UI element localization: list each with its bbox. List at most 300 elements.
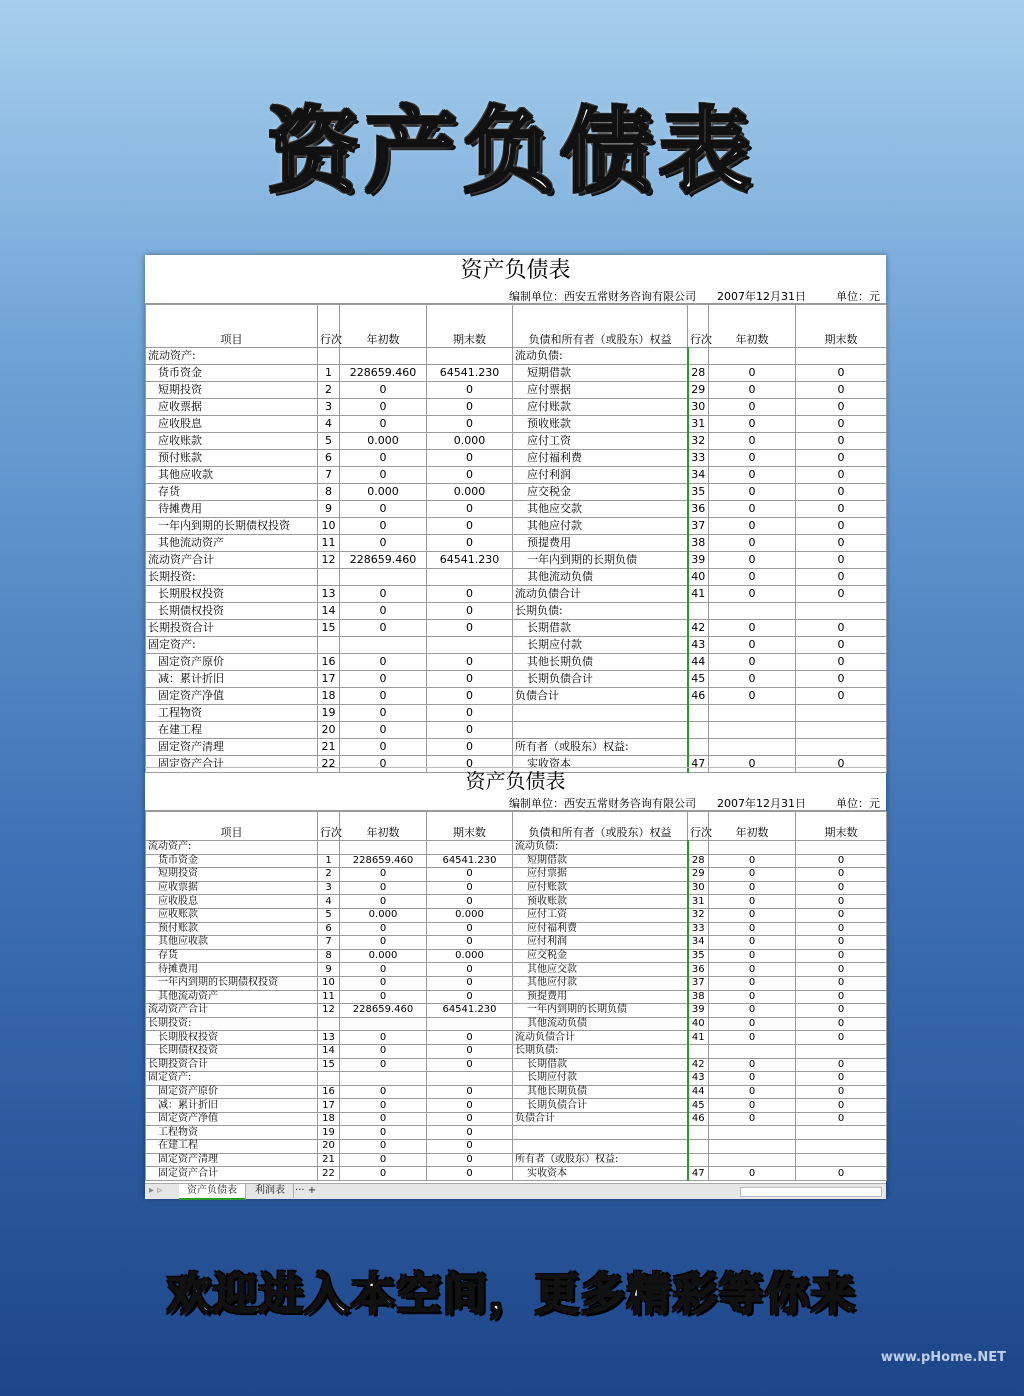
table-cell[interactable]: 0 bbox=[340, 586, 427, 603]
table-cell[interactable] bbox=[709, 739, 796, 756]
col-header-line2[interactable]: 行次 bbox=[688, 812, 709, 841]
table-cell[interactable]: 0 bbox=[427, 518, 513, 535]
table-cell[interactable]: 长期债权投资 bbox=[146, 1044, 318, 1058]
table-cell[interactable]: 32 bbox=[688, 433, 709, 450]
table-cell[interactable]: 40 bbox=[688, 569, 709, 586]
table-cell[interactable]: 37 bbox=[688, 976, 709, 990]
table-cell[interactable]: 12 bbox=[318, 1004, 340, 1018]
table-cell[interactable]: 14 bbox=[318, 1044, 340, 1058]
table-cell[interactable] bbox=[427, 841, 513, 855]
table-cell[interactable]: 36 bbox=[688, 501, 709, 518]
table-cell[interactable] bbox=[318, 569, 340, 586]
table-cell[interactable]: 6 bbox=[318, 450, 340, 467]
table-cell[interactable]: 0 bbox=[709, 1058, 796, 1072]
table-cell[interactable]: 0 bbox=[709, 908, 796, 922]
table-cell[interactable]: 0 bbox=[427, 450, 513, 467]
table-cell[interactable]: 0 bbox=[427, 895, 513, 909]
table-cell[interactable]: 其他应付款 bbox=[513, 976, 688, 990]
table-cell[interactable]: 0 bbox=[427, 467, 513, 484]
table-cell[interactable]: 34 bbox=[688, 467, 709, 484]
table-cell[interactable]: 0 bbox=[340, 963, 427, 977]
table-cell[interactable]: 10 bbox=[318, 518, 340, 535]
table-cell[interactable]: 应收股息 bbox=[146, 895, 318, 909]
table-cell[interactable] bbox=[796, 1140, 887, 1154]
table-cell[interactable]: 0 bbox=[796, 976, 887, 990]
table-cell[interactable]: 0 bbox=[796, 881, 887, 895]
table-cell[interactable]: 待摊费用 bbox=[146, 963, 318, 977]
table-cell[interactable]: 10 bbox=[318, 976, 340, 990]
table-cell[interactable]: 长期负债合计 bbox=[513, 671, 688, 688]
table-cell[interactable]: 0 bbox=[340, 922, 427, 936]
table-cell[interactable]: 22 bbox=[318, 756, 340, 773]
table-cell[interactable]: 0 bbox=[796, 949, 887, 963]
col-header-begin2[interactable]: 年初数 bbox=[709, 305, 796, 348]
table-cell[interactable] bbox=[513, 705, 688, 722]
table-cell[interactable]: 42 bbox=[688, 1058, 709, 1072]
table-cell[interactable]: 0 bbox=[796, 1167, 887, 1181]
table-cell[interactable]: 0 bbox=[796, 1099, 887, 1113]
table-cell[interactable]: 0 bbox=[796, 501, 887, 518]
table-cell[interactable] bbox=[340, 841, 427, 855]
table-cell[interactable]: 其他流动负债 bbox=[513, 569, 688, 586]
table-cell[interactable]: 货币资金 bbox=[146, 854, 318, 868]
table-cell[interactable] bbox=[709, 705, 796, 722]
table-cell[interactable]: 其他长期负债 bbox=[513, 1085, 688, 1099]
table-cell[interactable]: 长期借款 bbox=[513, 620, 688, 637]
table-cell[interactable]: 35 bbox=[688, 949, 709, 963]
table-cell[interactable]: 0 bbox=[427, 1140, 513, 1154]
table-cell[interactable] bbox=[688, 603, 709, 620]
table-cell[interactable]: 其他长期负债 bbox=[513, 654, 688, 671]
table-cell[interactable] bbox=[318, 1072, 340, 1086]
table-cell[interactable]: 0 bbox=[427, 868, 513, 882]
table-cell[interactable]: 228659.460 bbox=[340, 854, 427, 868]
table-cell[interactable]: 0 bbox=[340, 382, 427, 399]
table-cell[interactable]: 0 bbox=[796, 518, 887, 535]
table-cell[interactable]: 应付工资 bbox=[513, 908, 688, 922]
table-cell[interactable]: 工程物资 bbox=[146, 705, 318, 722]
table-cell[interactable]: 0 bbox=[340, 976, 427, 990]
table-cell[interactable]: 0 bbox=[796, 416, 887, 433]
table-cell[interactable]: 固定资产净值 bbox=[146, 688, 318, 705]
table-cell[interactable]: 0 bbox=[427, 399, 513, 416]
table-cell[interactable]: 44 bbox=[688, 654, 709, 671]
table-cell[interactable]: 应付工资 bbox=[513, 433, 688, 450]
table-cell[interactable]: 其他应交款 bbox=[513, 501, 688, 518]
table-cell[interactable]: 39 bbox=[688, 552, 709, 569]
table-cell[interactable]: 0 bbox=[340, 501, 427, 518]
table-cell[interactable]: 0 bbox=[427, 922, 513, 936]
table-cell[interactable]: 其他流动资产 bbox=[146, 990, 318, 1004]
table-cell[interactable]: 0 bbox=[709, 922, 796, 936]
table-cell[interactable]: 0 bbox=[796, 688, 887, 705]
table-cell[interactable]: 20 bbox=[318, 1140, 340, 1154]
table-cell[interactable]: 短期投资 bbox=[146, 868, 318, 882]
table-cell[interactable]: 0 bbox=[340, 705, 427, 722]
table-cell[interactable]: 0 bbox=[340, 1058, 427, 1072]
table-cell[interactable] bbox=[427, 348, 513, 365]
table-cell[interactable]: 2 bbox=[318, 868, 340, 882]
table-cell[interactable]: 0 bbox=[709, 1031, 796, 1045]
table-cell[interactable]: 0 bbox=[796, 756, 887, 773]
table-cell[interactable]: 64541.230 bbox=[427, 854, 513, 868]
table-cell[interactable]: 21 bbox=[318, 739, 340, 756]
table-cell[interactable]: 33 bbox=[688, 450, 709, 467]
table-cell[interactable]: 0 bbox=[709, 949, 796, 963]
table-cell[interactable]: 43 bbox=[688, 1072, 709, 1086]
table-cell[interactable] bbox=[709, 348, 796, 365]
table-cell[interactable]: 0 bbox=[796, 895, 887, 909]
table-cell[interactable]: 30 bbox=[688, 399, 709, 416]
table-cell[interactable]: 0 bbox=[796, 963, 887, 977]
table-cell[interactable]: 其他应收款 bbox=[146, 467, 318, 484]
table-cell[interactable]: 流动资产: bbox=[146, 841, 318, 855]
table-cell[interactable]: 0 bbox=[796, 569, 887, 586]
table-cell[interactable]: 0 bbox=[340, 868, 427, 882]
table-cell[interactable]: 42 bbox=[688, 620, 709, 637]
col-header-item[interactable]: 项目 bbox=[146, 812, 318, 841]
table-cell[interactable]: 0.000 bbox=[340, 484, 427, 501]
table-cell[interactable]: 一年内到期的长期债权投资 bbox=[146, 518, 318, 535]
table-cell[interactable]: 0 bbox=[709, 620, 796, 637]
table-cell[interactable]: 0 bbox=[427, 756, 513, 773]
table-cell[interactable]: 0 bbox=[340, 936, 427, 950]
col-header-end[interactable]: 期末数 bbox=[427, 305, 513, 348]
table-cell[interactable]: 0 bbox=[427, 1031, 513, 1045]
table-cell[interactable]: 0 bbox=[340, 518, 427, 535]
table-cell[interactable] bbox=[318, 637, 340, 654]
table-cell[interactable]: 0 bbox=[427, 416, 513, 433]
table-cell[interactable]: 其他应交款 bbox=[513, 963, 688, 977]
table-cell[interactable]: 0 bbox=[427, 976, 513, 990]
table-cell[interactable] bbox=[796, 1153, 887, 1167]
table-cell[interactable] bbox=[796, 722, 887, 739]
table-cell[interactable]: 9 bbox=[318, 501, 340, 518]
table-cell[interactable]: 0 bbox=[709, 1167, 796, 1181]
col-header-line2[interactable]: 行次 bbox=[688, 305, 709, 348]
table-cell[interactable]: 0 bbox=[340, 467, 427, 484]
table-cell[interactable]: 3 bbox=[318, 399, 340, 416]
table-cell[interactable]: 0 bbox=[340, 739, 427, 756]
table-cell[interactable] bbox=[709, 1044, 796, 1058]
add-sheet-icon[interactable]: ··· + bbox=[295, 1185, 317, 1196]
table-cell[interactable]: 在建工程 bbox=[146, 722, 318, 739]
table-cell[interactable]: 固定资产合计 bbox=[146, 1167, 318, 1181]
table-cell[interactable]: 17 bbox=[318, 671, 340, 688]
table-cell[interactable]: 0 bbox=[709, 1004, 796, 1018]
table-cell[interactable]: 0 bbox=[709, 654, 796, 671]
col-header-begin[interactable]: 年初数 bbox=[340, 305, 427, 348]
table-cell[interactable]: 0 bbox=[427, 1112, 513, 1126]
table-cell[interactable]: 0 bbox=[340, 1153, 427, 1167]
table-cell[interactable]: 0 bbox=[427, 722, 513, 739]
table-cell[interactable] bbox=[513, 1126, 688, 1140]
table-cell[interactable]: 0 bbox=[340, 688, 427, 705]
table-cell[interactable]: 流动负债合计 bbox=[513, 586, 688, 603]
table-cell[interactable]: 28 bbox=[688, 854, 709, 868]
table-cell[interactable]: 所有者（或股东）权益: bbox=[513, 739, 688, 756]
table-cell[interactable] bbox=[796, 841, 887, 855]
table-cell[interactable]: 0.000 bbox=[340, 908, 427, 922]
table-cell[interactable]: 3 bbox=[318, 881, 340, 895]
col-header-end[interactable]: 期末数 bbox=[427, 812, 513, 841]
table-cell[interactable]: 长期股权投资 bbox=[146, 586, 318, 603]
table-cell[interactable] bbox=[513, 1140, 688, 1154]
table-cell[interactable] bbox=[796, 1126, 887, 1140]
table-cell[interactable]: 0 bbox=[796, 552, 887, 569]
table-cell[interactable]: 0 bbox=[427, 535, 513, 552]
table-cell[interactable]: 47 bbox=[688, 1167, 709, 1181]
table-cell[interactable]: 0 bbox=[340, 654, 427, 671]
col-header-item[interactable]: 项目 bbox=[146, 305, 318, 348]
table-cell[interactable]: 1 bbox=[318, 365, 340, 382]
table-cell[interactable]: 64541.230 bbox=[427, 552, 513, 569]
table-cell[interactable]: 18 bbox=[318, 688, 340, 705]
table-cell[interactable]: 固定资产合计 bbox=[146, 756, 318, 773]
table-cell[interactable]: 流动资产合计 bbox=[146, 1004, 318, 1018]
table-cell[interactable]: 45 bbox=[688, 671, 709, 688]
table-cell[interactable]: 0 bbox=[796, 382, 887, 399]
table-cell[interactable]: 33 bbox=[688, 922, 709, 936]
table-cell[interactable]: 0 bbox=[796, 1072, 887, 1086]
table-cell[interactable]: 64541.230 bbox=[427, 1004, 513, 1018]
table-cell[interactable]: 0 bbox=[427, 1044, 513, 1058]
table-cell[interactable] bbox=[318, 348, 340, 365]
table-cell[interactable]: 0 bbox=[709, 552, 796, 569]
table-cell[interactable]: 固定资产原价 bbox=[146, 1085, 318, 1099]
table-cell[interactable]: 应收票据 bbox=[146, 881, 318, 895]
table-cell[interactable]: 17 bbox=[318, 1099, 340, 1113]
table-cell[interactable]: 0 bbox=[709, 637, 796, 654]
table-cell[interactable]: 0 bbox=[340, 603, 427, 620]
table-cell[interactable]: 0 bbox=[709, 990, 796, 1004]
table-cell[interactable]: 应付票据 bbox=[513, 868, 688, 882]
table-cell[interactable]: 0 bbox=[427, 739, 513, 756]
table-cell[interactable]: 0 bbox=[340, 416, 427, 433]
table-cell[interactable]: 9 bbox=[318, 963, 340, 977]
table-cell[interactable]: 长期投资: bbox=[146, 1017, 318, 1031]
table-cell[interactable]: 其他应付款 bbox=[513, 518, 688, 535]
table-cell[interactable]: 应收账款 bbox=[146, 908, 318, 922]
table-cell[interactable]: 长期债权投资 bbox=[146, 603, 318, 620]
table-cell[interactable]: 0 bbox=[427, 963, 513, 977]
table-cell[interactable]: 37 bbox=[688, 518, 709, 535]
table-cell[interactable]: 固定资产: bbox=[146, 637, 318, 654]
table-cell[interactable]: 20 bbox=[318, 722, 340, 739]
table-cell[interactable]: 43 bbox=[688, 637, 709, 654]
table-cell[interactable]: 7 bbox=[318, 936, 340, 950]
table-cell[interactable]: 长期股权投资 bbox=[146, 1031, 318, 1045]
table-cell[interactable] bbox=[688, 1153, 709, 1167]
table-cell[interactable]: 流动资产: bbox=[146, 348, 318, 365]
table-cell[interactable]: 工程物资 bbox=[146, 1126, 318, 1140]
table-cell[interactable]: 0 bbox=[427, 1167, 513, 1181]
table-cell[interactable]: 0.000 bbox=[340, 433, 427, 450]
table-cell[interactable]: 所有者（或股东）权益: bbox=[513, 1153, 688, 1167]
table-cell[interactable]: 0 bbox=[796, 671, 887, 688]
col-header-line[interactable]: 行次 bbox=[318, 305, 340, 348]
table-cell[interactable]: 64541.230 bbox=[427, 365, 513, 382]
table-cell[interactable]: 0 bbox=[427, 382, 513, 399]
table-cell[interactable]: 固定资产清理 bbox=[146, 739, 318, 756]
table-cell[interactable]: 0 bbox=[709, 895, 796, 909]
table-cell[interactable] bbox=[796, 603, 887, 620]
table-cell[interactable]: 228659.460 bbox=[340, 1004, 427, 1018]
table-cell[interactable]: 0 bbox=[340, 1085, 427, 1099]
table-cell[interactable]: 6 bbox=[318, 922, 340, 936]
table-cell[interactable]: 负债合计 bbox=[513, 688, 688, 705]
table-cell[interactable]: 长期投资合计 bbox=[146, 1058, 318, 1072]
table-cell[interactable]: 在建工程 bbox=[146, 1140, 318, 1154]
table-cell[interactable]: 0 bbox=[340, 535, 427, 552]
table-cell[interactable] bbox=[427, 569, 513, 586]
table-cell[interactable]: 0 bbox=[796, 1112, 887, 1126]
table-cell[interactable] bbox=[340, 637, 427, 654]
table-cell[interactable]: 228659.460 bbox=[340, 365, 427, 382]
table-cell[interactable]: 31 bbox=[688, 895, 709, 909]
table-cell[interactable]: 一年内到期的长期负债 bbox=[513, 552, 688, 569]
table-cell[interactable]: 0 bbox=[709, 382, 796, 399]
table-cell[interactable]: 0 bbox=[340, 1044, 427, 1058]
col-header-end2[interactable]: 期末数 bbox=[796, 305, 887, 348]
table-cell[interactable]: 0 bbox=[796, 637, 887, 654]
table-cell[interactable]: 0 bbox=[796, 654, 887, 671]
table-cell[interactable]: 0 bbox=[796, 620, 887, 637]
table-cell[interactable]: 40 bbox=[688, 1017, 709, 1031]
table-cell[interactable]: 0 bbox=[340, 722, 427, 739]
table-cell[interactable]: 2 bbox=[318, 382, 340, 399]
table-cell[interactable]: 流动负债合计 bbox=[513, 1031, 688, 1045]
table-cell[interactable]: 35 bbox=[688, 484, 709, 501]
table-cell[interactable] bbox=[340, 1072, 427, 1086]
table-cell[interactable]: 应付福利费 bbox=[513, 922, 688, 936]
table-cell[interactable] bbox=[709, 722, 796, 739]
table-cell[interactable] bbox=[688, 348, 709, 365]
table-cell[interactable]: 0 bbox=[340, 1167, 427, 1181]
table-cell[interactable]: 0 bbox=[427, 654, 513, 671]
table-cell[interactable]: 0 bbox=[709, 501, 796, 518]
table-cell[interactable]: 0 bbox=[709, 433, 796, 450]
table-cell[interactable]: 固定资产: bbox=[146, 1072, 318, 1086]
table-cell[interactable] bbox=[709, 603, 796, 620]
table-cell[interactable]: 减：累计折旧 bbox=[146, 1099, 318, 1113]
table-cell[interactable]: 0.000 bbox=[340, 949, 427, 963]
table-cell[interactable]: 0.000 bbox=[427, 949, 513, 963]
table-cell[interactable]: 46 bbox=[688, 688, 709, 705]
table-cell[interactable]: 0 bbox=[796, 908, 887, 922]
col-header-line[interactable]: 行次 bbox=[318, 812, 340, 841]
table-cell[interactable]: 0 bbox=[796, 1085, 887, 1099]
table-cell[interactable]: 11 bbox=[318, 990, 340, 1004]
table-cell[interactable] bbox=[688, 739, 709, 756]
table-cell[interactable]: 0 bbox=[796, 399, 887, 416]
table-cell[interactable] bbox=[513, 722, 688, 739]
col-header-liab[interactable]: 负债和所有者（或股东）权益 bbox=[513, 305, 688, 348]
table-cell[interactable]: 0 bbox=[427, 1153, 513, 1167]
table-cell[interactable]: 0 bbox=[709, 586, 796, 603]
table-cell[interactable]: 41 bbox=[688, 586, 709, 603]
table-cell[interactable]: 存货 bbox=[146, 484, 318, 501]
table-cell[interactable]: 44 bbox=[688, 1085, 709, 1099]
table-cell[interactable]: 5 bbox=[318, 908, 340, 922]
table-cell[interactable]: 0 bbox=[796, 936, 887, 950]
table-cell[interactable] bbox=[688, 1126, 709, 1140]
col-header-begin2[interactable]: 年初数 bbox=[709, 812, 796, 841]
table-cell[interactable] bbox=[340, 569, 427, 586]
table-cell[interactable]: 应付账款 bbox=[513, 881, 688, 895]
table-cell[interactable]: 其他流动资产 bbox=[146, 535, 318, 552]
table-cell[interactable]: 预收账款 bbox=[513, 416, 688, 433]
table-cell[interactable]: 36 bbox=[688, 963, 709, 977]
table-cell[interactable]: 预提费用 bbox=[513, 990, 688, 1004]
table-cell[interactable]: 0 bbox=[796, 433, 887, 450]
table-cell[interactable]: 0 bbox=[427, 990, 513, 1004]
table-cell[interactable]: 16 bbox=[318, 654, 340, 671]
col-header-end2[interactable]: 期末数 bbox=[796, 812, 887, 841]
table-cell[interactable]: 0 bbox=[709, 365, 796, 382]
table-cell[interactable]: 0 bbox=[427, 1126, 513, 1140]
table-cell[interactable]: 长期负债合计 bbox=[513, 1099, 688, 1113]
table-cell[interactable]: 应收票据 bbox=[146, 399, 318, 416]
table-cell[interactable]: 0 bbox=[709, 1085, 796, 1099]
table-cell[interactable]: 减：累计折旧 bbox=[146, 671, 318, 688]
table-cell[interactable]: 预付账款 bbox=[146, 922, 318, 936]
table-cell[interactable]: 38 bbox=[688, 990, 709, 1004]
table-cell[interactable]: 实收资本 bbox=[513, 756, 688, 773]
table-cell[interactable]: 0.000 bbox=[427, 433, 513, 450]
table-cell[interactable]: 0 bbox=[709, 1112, 796, 1126]
table-cell[interactable]: 0 bbox=[796, 1058, 887, 1072]
table-cell[interactable]: 8 bbox=[318, 949, 340, 963]
table-cell[interactable]: 应付福利费 bbox=[513, 450, 688, 467]
table-cell[interactable]: 0 bbox=[709, 868, 796, 882]
table-cell[interactable]: 固定资产清理 bbox=[146, 1153, 318, 1167]
table-cell[interactable]: 应收股息 bbox=[146, 416, 318, 433]
table-cell[interactable]: 28 bbox=[688, 365, 709, 382]
table-cell[interactable]: 固定资产净值 bbox=[146, 1112, 318, 1126]
table-cell[interactable]: 其他流动负债 bbox=[513, 1017, 688, 1031]
table-cell[interactable]: 38 bbox=[688, 535, 709, 552]
table-cell[interactable]: 47 bbox=[688, 756, 709, 773]
table-cell[interactable]: 41 bbox=[688, 1031, 709, 1045]
table-cell[interactable]: 长期应付款 bbox=[513, 637, 688, 654]
table-cell[interactable]: 0 bbox=[427, 1085, 513, 1099]
col-header-begin[interactable]: 年初数 bbox=[340, 812, 427, 841]
table-cell[interactable]: 0 bbox=[340, 881, 427, 895]
table-cell[interactable]: 固定资产原价 bbox=[146, 654, 318, 671]
table-cell[interactable] bbox=[796, 739, 887, 756]
col-header-liab[interactable]: 负债和所有者（或股东）权益 bbox=[513, 812, 688, 841]
table-cell[interactable]: 22 bbox=[318, 1167, 340, 1181]
table-cell[interactable] bbox=[796, 1044, 887, 1058]
table-cell[interactable] bbox=[688, 1044, 709, 1058]
table-cell[interactable]: 长期投资合计 bbox=[146, 620, 318, 637]
table-cell[interactable]: 实收资本 bbox=[513, 1167, 688, 1181]
table-cell[interactable]: 21 bbox=[318, 1153, 340, 1167]
table-cell[interactable]: 0 bbox=[796, 586, 887, 603]
table-cell[interactable]: 0 bbox=[796, 990, 887, 1004]
table-cell[interactable]: 短期借款 bbox=[513, 854, 688, 868]
table-cell[interactable]: 45 bbox=[688, 1099, 709, 1113]
table-cell[interactable]: 0 bbox=[709, 854, 796, 868]
table-cell[interactable]: 流动负债: bbox=[513, 841, 688, 855]
table-cell[interactable]: 46 bbox=[688, 1112, 709, 1126]
table-cell[interactable]: 长期应付款 bbox=[513, 1072, 688, 1086]
table-cell[interactable]: 29 bbox=[688, 382, 709, 399]
table-cell[interactable]: 12 bbox=[318, 552, 340, 569]
table-cell[interactable]: 预提费用 bbox=[513, 535, 688, 552]
table-cell[interactable]: 0 bbox=[340, 1126, 427, 1140]
